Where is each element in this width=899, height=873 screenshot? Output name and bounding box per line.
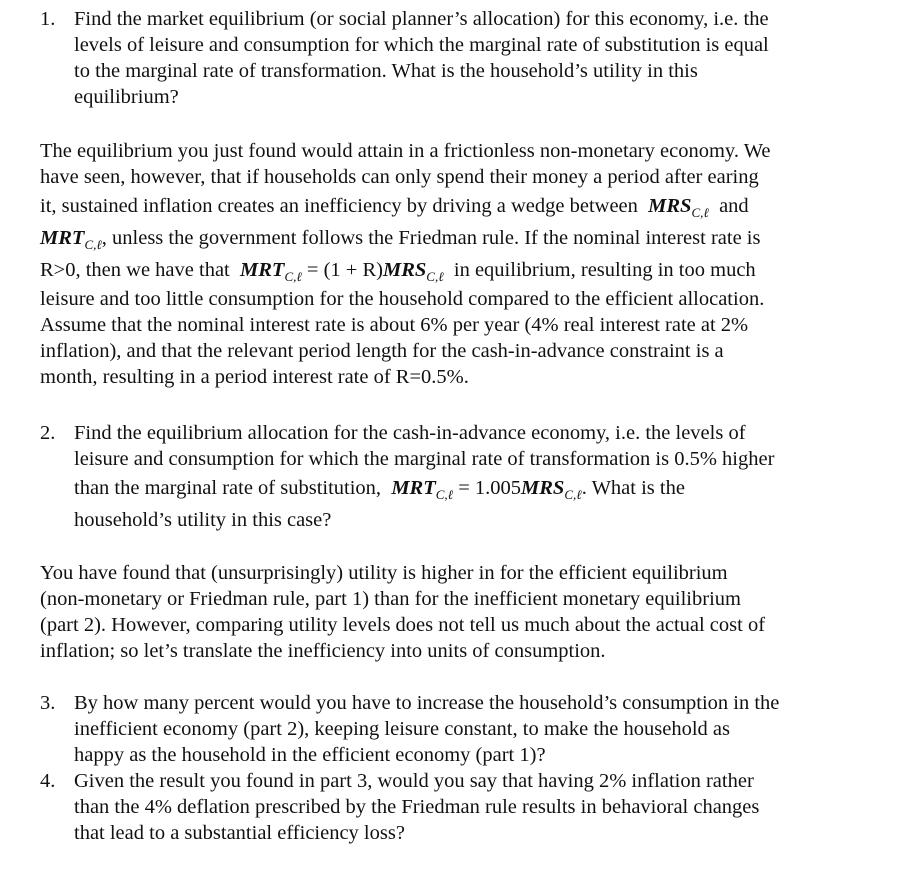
question-4 bbox=[40, 768, 870, 846]
paragraph-line: The equilibrium you just found would attain in a frictionless non-monetary economy. We bbox=[40, 140, 771, 162]
mrs-subscript: C,ℓ bbox=[691, 205, 709, 220]
question-4-number: 4. bbox=[40, 770, 56, 792]
question-1-line: to the marginal rate of transformation. What is the household’s utility in this bbox=[74, 60, 698, 82]
question-3 bbox=[40, 690, 870, 768]
paragraph-line: inflation; so let’s translate the inefficiency into units of consumption. bbox=[40, 640, 606, 662]
question-2 bbox=[40, 420, 870, 536]
paragraph-line: leisure and too little consumption for the household compared to the efficient allocation. bbox=[40, 288, 765, 310]
question-2-text bbox=[74, 420, 870, 536]
question-2-text-part: . What is the bbox=[581, 477, 685, 499]
question-3-number: 3. bbox=[40, 692, 56, 714]
question-4-line: that lead to a substantial efficiency loss? bbox=[74, 822, 405, 844]
question-2-line: household’s utility in this case? bbox=[74, 509, 332, 531]
paragraph-line: (non-monetary or Friedman rule, part 1) than for the inefficient monetary equilibrium bbox=[40, 588, 741, 610]
paragraph-text: , unless the government follows the Friedman rule. If the nominal interest rate is bbox=[101, 227, 761, 249]
question-2-number: 2. bbox=[40, 422, 56, 444]
question-2-line: Find the equilibrium allocation for the cash-in-advance economy, i.e. the levels of bbox=[74, 422, 746, 444]
question-1-number: 1. bbox=[40, 8, 56, 30]
paragraph-text: R>0, then we have that bbox=[40, 259, 230, 281]
paragraph-inflation-wedge bbox=[40, 138, 870, 390]
question-4-line: Given the result you found in part 3, would you say that having 2% inflation rather bbox=[74, 770, 754, 792]
paragraph-utility-comparison bbox=[40, 560, 870, 664]
question-1-line: Find the market equilibrium (or social planner’s allocation) for this economy, i.e. the bbox=[74, 8, 769, 30]
paragraph-line: Assume that the nominal interest rate is about 6% per year (4% real interest rate at 2% bbox=[40, 314, 749, 336]
paragraph-line: have seen, however, that if households can only spend their money a period after earing bbox=[40, 166, 759, 188]
paragraph-line: inflation), and that the relevant period length for the cash-in-advance constraint is a bbox=[40, 340, 724, 362]
paragraph-line-with-mrt bbox=[40, 222, 870, 254]
question-3-text bbox=[74, 690, 870, 768]
paragraph-line-with-mrs bbox=[40, 190, 870, 222]
mrt-symbol: $MRT_{C,\ell}$ bbox=[40, 227, 102, 252]
question-2-line-with-equation bbox=[74, 472, 870, 504]
equation-mrt-1005-mrs: $MRT_{C,\ell} = 1.005MRS_{C,\ell}$ bbox=[391, 477, 582, 502]
question-1 bbox=[40, 6, 870, 110]
question-1-line: equilibrium? bbox=[74, 86, 179, 108]
paragraph-text: it, sustained inflation creates an inefficiency by driving a wedge between bbox=[40, 195, 638, 217]
paragraph-line: (part 2). However, comparing utility levels does not tell us much about the actual cost of bbox=[40, 614, 766, 636]
paragraph-text: and bbox=[719, 195, 749, 217]
mrs-symbol: $MRS_{C,\ell}$ bbox=[648, 195, 709, 220]
question-3-line: inefficient economy (part 2), keeping leisure constant, to make the household as bbox=[74, 718, 730, 740]
paragraph-line-with-equation bbox=[40, 254, 870, 286]
question-3-line: By how many percent would you have to increase the household’s consumption in the bbox=[74, 692, 780, 714]
question-3-line: happy as the household in the efficient economy (part 1)? bbox=[74, 744, 546, 766]
question-4-line: than the 4% deflation prescribed by the Friedman rule results in behavioral changes bbox=[74, 796, 760, 818]
question-2-line: leisure and consumption for which the marginal rate of transformation is 0.5% higher bbox=[74, 448, 775, 470]
paragraph-line: You have found that (unsurprisingly) utility is higher in for the efficient equilibrium bbox=[40, 562, 728, 584]
paragraph-line: month, resulting in a period interest rate of R=0.5%. bbox=[40, 366, 469, 388]
question-1-text bbox=[74, 6, 870, 110]
question-2-text-part: than the marginal rate of substitution, bbox=[74, 477, 382, 499]
equation-mrt-mrs: $MRT_{C,\ell} = (1 + R)MRS_{C,\ell}$ bbox=[240, 259, 444, 284]
mrt-subscript: C,ℓ bbox=[84, 237, 102, 252]
question-1-line: levels of leisure and consumption for which the marginal rate of substitution is equal bbox=[74, 34, 769, 56]
question-4-text bbox=[74, 768, 870, 846]
paragraph-text: in equilibrium, resulting in too much bbox=[453, 259, 756, 281]
